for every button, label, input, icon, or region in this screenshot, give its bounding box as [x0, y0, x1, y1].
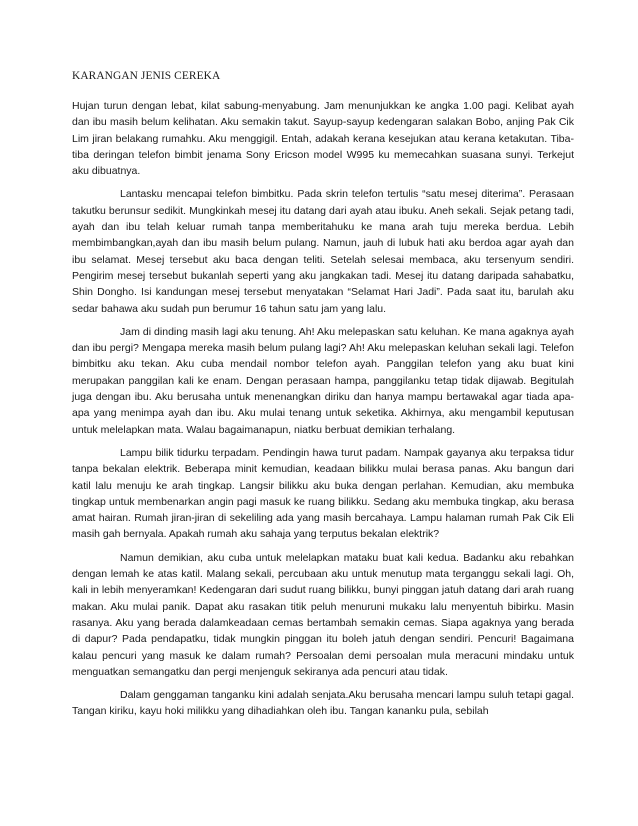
paragraph-5: Namun demikian, aku cuba untuk melelapkan mataku buat kali kedua. Badanku aku rebahkan dengan lemah ke atas katil. Malang sekali, percubaan aku untuk menutup mata terganggu sekali lagi. Oh, kali in lebih menyeramkan! Kedengaran dari sudut ruang bilikku, bunyi pinggan jatuh datang dari arah ruang makan. Aku mulai panik. Dapat aku rasakan titik peluh menuruni mukaku lalu menyentuh bibirku. Masin rasanya. Aku yang berada dalamkeadaan cemas bertambah semakin cemas. Siapa agaknya yang berada di dapur? Pada pendapatku, tidak mungkin pinggan itu boleh jatuh dengan sendiri. Pencuri! Bagaimana kalau pencuri yang masuk ke dalam rumah? Persoalan demi persoalan mula meracuni mindaku untuk menguatkan semangatku dan pergi menjenguk sekiranya ada pencuri atau tidak. — [72, 551, 574, 678]
paragraph-1: Hujan turun dengan lebat, kilat sabung-menyabung. Jam menunjukkan ke angka 1.00 pagi. Kelibat ayah dan ibu masih belum kelihatan. Aku semakin takut. Sayup-sayup kedengaran salakan Bobo, anjing Pak Cik Lim jiran belakang rumahku. Aku menggigil. Entah, adakah kerana kesejukan atau kerana ketakutan. Tiba-tiba deringan telefon bimbit jenama Sony Ericson model W995 ku memecahkan suasana sunyi. Terkejut aku dibuatnya. — [72, 100, 574, 178]
paragraph-6: Dalam genggaman tanganku kini adalah senjata.Aku berusaha mencari lampu suluh tetapi gagal. Tangan kiriku, kayu hoki milikku yang dihadiahkan oleh ibu. Tangan kananku pula, sebilah — [72, 689, 574, 718]
paragraph-3: Jam di dinding masih lagi aku tenung. Ah! Aku melepaskan satu keluhan. Ke mana agaknya ayah dan ibu pergi? Mengapa mereka masih belum pulang lagi? Ah! Aku melepaskan keluhan sekali lagi. Telefon bimbitku aku tekan. Aku cuba mendail nombor telefon ayah. Panggilan telefon yang aku buat kini merupakan panggilan kali ke enam. Dengan perasaan hampa, panggilanku tetap tidak dijawab. Begitulah juga dengan ibu. Aku berusaha untuk menenangkan diriku dan hanya mampu bertawakal agar tiada apa-apa yang menimpa ayah dan ibu. Aku mulai tenang untuk seketika. Akhirnya, aku mengambil keputusan untuk melelapkan mata. Walau bagaimanapun, niatku berbuat demikian terhalang. — [72, 325, 574, 436]
document-title: KARANGAN JENIS CEREKA — [72, 70, 221, 82]
paragraph-4: Lampu bilik tidurku terpadam. Pendingin hawa turut padam. Nampak gayanya aku terpaksa tidur tanpa bekalan elektrik. Beberapa minit kemudian, keadaan bilikku mulai berasa panas. Aku bangun dari katil lalu menuju ke arah tingkap. Langsir bilikku aku buka dengan perlahan. Kemudian, aku membuka tingkap untuk membenarkan angin pagi masuk ke ruang bilikku. Sedang aku membuka tingkap, aku berasa amat hairan. Rumah jiran-jiran di sekeliling ada yang masih bercahaya. Lampu halaman rumah Pak Cik Eli masih gah bernyala. Apakah rumah aku sahaja yang terputus bekalan elektrik? — [72, 446, 574, 541]
paragraph-2: Lantasku mencapai telefon bimbitku. Pada skrin telefon tertulis “satu mesej diterima”. Perasaan takutku berunsur sedikit. Mungkinkah mesej itu datang dari ayah atau ibuku. Aneh sekali. Sejak petang tadi, ayah dan ibu telah keluar rumah tanpa memberitahuku ke mana arah tuju mereka berdua. Lebih membimbangkan,ayah dan ibu masih belum pulang. Namun, jauh di lubuk hati aku berdoa agar ayah dan ibu selamat. Mesej tersebut aku baca dengan teliti. Setelah selesai membaca, aku tersenyum sendiri. Pengirim mesej tersebut bukanlah seperti yang aku jangkakan tadi. Mesej itu datang daripada sahabatku, Shin Dongho. Isi kandungan mesej tersebut menyatakan “Selamat Hari Jadi”. Pada saat itu, barulah aku sedar bahawa aku sudah pun berumur 16 tahun satu jam yang lalu. — [72, 188, 574, 315]
